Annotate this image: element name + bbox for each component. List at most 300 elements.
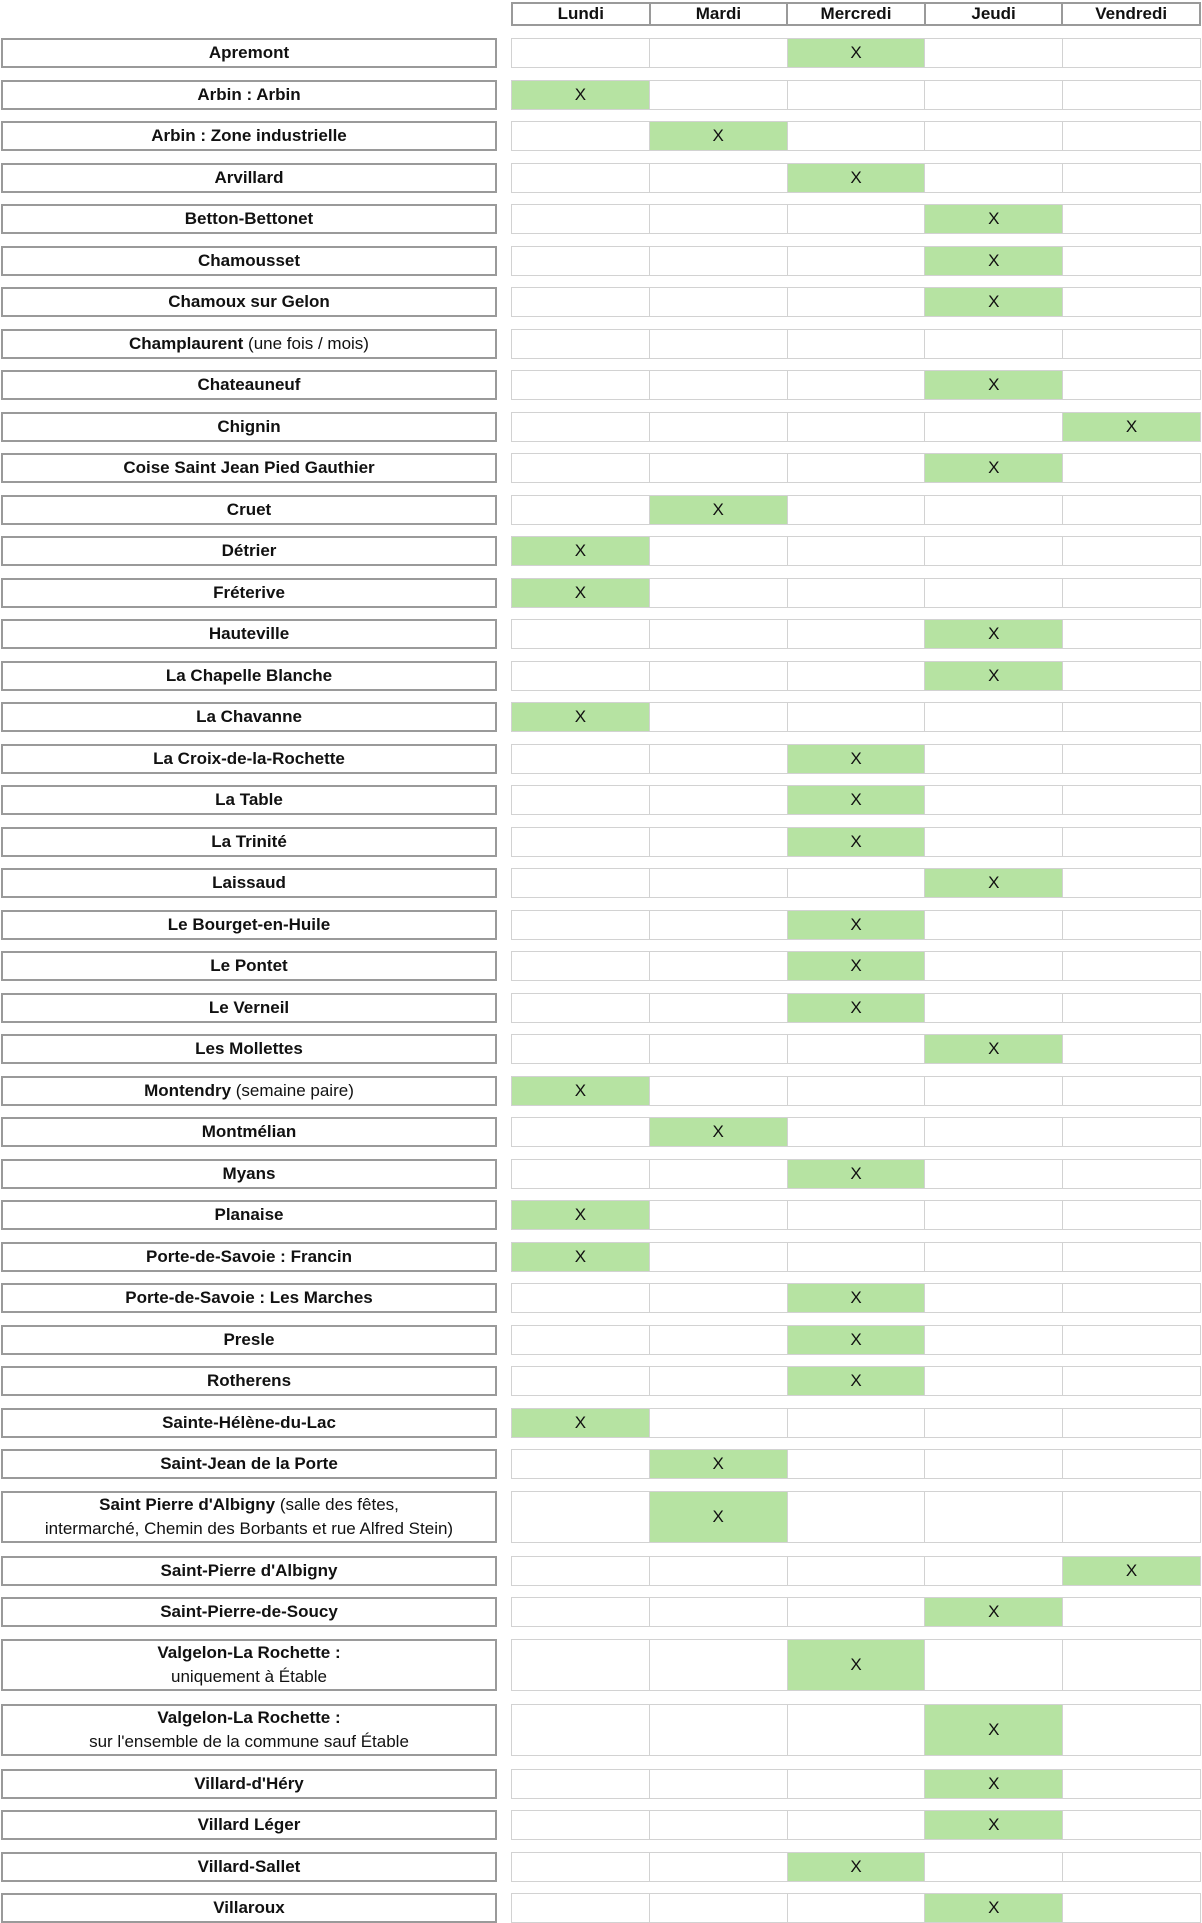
- day-cell-vendredi: [1062, 1450, 1200, 1478]
- day-cell-mardi: [649, 703, 787, 731]
- day-cell-vendredi: [1062, 620, 1200, 648]
- table-row: [0, 1034, 1202, 1064]
- commune-name-line: [198, 1813, 301, 1837]
- commune-name-line: [215, 788, 283, 812]
- table-row: [0, 1117, 1202, 1147]
- day-cell-mercredi: [787, 1894, 925, 1922]
- day-cells: [511, 702, 1201, 732]
- day-cells: [511, 951, 1201, 981]
- day-cells: [511, 1034, 1201, 1064]
- day-cell-mardi: X: [649, 496, 787, 524]
- day-cell-jeudi: [924, 122, 1062, 150]
- day-cell-vendredi: [1062, 1894, 1200, 1922]
- day-cell-mercredi: [787, 288, 925, 316]
- day-cell-vendredi: [1062, 247, 1200, 275]
- commune-name: [1, 1159, 497, 1189]
- commune-name: [1, 1893, 497, 1923]
- table-row: [0, 1893, 1202, 1923]
- day-cell-lundi: [512, 1894, 649, 1922]
- commune-note: (salle des fêtes,: [275, 1494, 399, 1514]
- day-cell-lundi: [512, 1118, 649, 1146]
- day-cell-lundi: [512, 786, 649, 814]
- day-cells: [511, 163, 1201, 193]
- day-cell-mardi: [649, 1284, 787, 1312]
- day-header-mardi: Mardi: [649, 4, 787, 24]
- table-row: [0, 121, 1202, 151]
- commune-name: [1, 80, 497, 110]
- commune-name: [1, 495, 497, 525]
- day-header-lundi: Lundi: [557, 4, 604, 23]
- table-row: [0, 1242, 1202, 1272]
- commune-name-line: [129, 332, 369, 356]
- day-cell-jeudi: [924, 164, 1062, 192]
- day-cells: [511, 1556, 1201, 1586]
- commune-label: Apremont: [208, 43, 290, 62]
- commune-name: [1, 412, 497, 442]
- day-cell-jeudi: X: [924, 1035, 1062, 1063]
- table-row: [0, 1704, 1202, 1756]
- commune-name-line: [222, 539, 277, 563]
- day-cell-mardi: X: [649, 1450, 787, 1478]
- day-cell-lundi: [512, 620, 649, 648]
- day-cell-mardi: [649, 205, 787, 233]
- day-cells: [511, 287, 1201, 317]
- day-cell-mardi: [649, 579, 787, 607]
- table-row: [0, 1076, 1202, 1106]
- commune-name-line: [151, 124, 347, 148]
- day-cell-vendredi: [1062, 330, 1200, 358]
- day-cell-mardi: [649, 1077, 787, 1105]
- table-row: [0, 495, 1202, 525]
- day-cell-mardi: [649, 413, 787, 441]
- commune-name-line: [197, 83, 300, 107]
- day-cell-vendredi: [1062, 703, 1200, 731]
- day-cell-mercredi: X: [787, 745, 925, 773]
- day-cell-lundi: X: [512, 1243, 649, 1271]
- day-cell-vendredi: [1062, 1705, 1200, 1755]
- day-cell-mercredi: [787, 1811, 925, 1839]
- commune-name: [1, 1704, 497, 1756]
- day-cell-mardi: [649, 1811, 787, 1839]
- day-cell-jeudi: [924, 1450, 1062, 1478]
- day-cell-vendredi: [1062, 1640, 1200, 1690]
- commune-name: [1, 1852, 497, 1882]
- day-cell-mercredi: X: [787, 1853, 925, 1881]
- commune-label: Saint-Pierre-de-Soucy: [160, 1602, 338, 1621]
- day-cell-vendredi: [1062, 1077, 1200, 1105]
- day-cell-vendredi: [1062, 1118, 1200, 1146]
- commune-note: (une fois / mois): [243, 333, 369, 353]
- day-cell-lundi: [512, 828, 649, 856]
- day-cell-mardi: [649, 952, 787, 980]
- table-row: [0, 1283, 1202, 1313]
- day-cell-mardi: [649, 247, 787, 275]
- day-cells: [511, 868, 1201, 898]
- commune-name-line: [198, 373, 301, 397]
- table-row: [0, 204, 1202, 234]
- commune-name: [1, 370, 497, 400]
- day-cell-jeudi: X: [924, 662, 1062, 690]
- day-cell-mercredi: [787, 869, 925, 897]
- commune-name: [1, 1491, 497, 1543]
- day-cell-jeudi: [924, 579, 1062, 607]
- commune-name: [1, 287, 497, 317]
- table-row: [0, 1159, 1202, 1189]
- day-cell-mercredi: [787, 1201, 925, 1229]
- commune-name-line: [213, 581, 285, 605]
- day-cell-jeudi: [924, 1243, 1062, 1271]
- table-row: [0, 578, 1202, 608]
- commune-name: [1, 329, 497, 359]
- day-cells: [511, 910, 1201, 940]
- day-cell-lundi: [512, 1284, 649, 1312]
- day-cell-vendredi: [1062, 1326, 1200, 1354]
- day-cell-mercredi: [787, 1409, 925, 1437]
- day-cell-jeudi: [924, 703, 1062, 731]
- commune-name-line: [212, 871, 286, 895]
- table-row: [0, 702, 1202, 732]
- table-row: [0, 1491, 1202, 1543]
- day-cell-lundi: [512, 247, 649, 275]
- commune-name-line: [146, 1245, 352, 1269]
- day-cell-lundi: [512, 122, 649, 150]
- day-cell-vendredi: [1062, 1201, 1200, 1229]
- day-cell-vendredi: [1062, 1492, 1200, 1542]
- day-cell-jeudi: [924, 1201, 1062, 1229]
- day-cell-mardi: [649, 1035, 787, 1063]
- day-cell-vendredi: [1062, 1598, 1200, 1626]
- commune-name-line: [209, 622, 289, 646]
- commune-name-line: [185, 207, 313, 231]
- day-cell-lundi: [512, 952, 649, 980]
- day-cell-jeudi: [924, 745, 1062, 773]
- day-cell-jeudi: [924, 828, 1062, 856]
- day-cell-mercredi: X: [787, 828, 925, 856]
- commune-label: Le Pontet: [210, 956, 288, 975]
- day-cells: [511, 1366, 1201, 1396]
- table-row: [0, 1325, 1202, 1355]
- table-row: [0, 453, 1202, 483]
- day-cell-mercredi: [787, 413, 925, 441]
- commune-name-line: [161, 1559, 338, 1583]
- commune-label: Betton-Bettonet: [184, 209, 314, 228]
- day-cell-mercredi: [787, 579, 925, 607]
- day-cell-mercredi: X: [787, 1326, 925, 1354]
- day-cell-lundi: [512, 1035, 649, 1063]
- day-cell-vendredi: [1062, 496, 1200, 524]
- commune-label: Chamousset: [197, 250, 301, 270]
- day-cell-vendredi: [1062, 579, 1200, 607]
- day-cell-mardi: [649, 164, 787, 192]
- commune-label: Cruet: [226, 499, 272, 519]
- day-cell-mercredi: X: [787, 1160, 925, 1188]
- commune-name: [1, 993, 497, 1023]
- commune-label: Les Mollettes: [195, 1039, 303, 1058]
- commune-name: [1, 1283, 497, 1313]
- commune-name-line: [162, 1411, 336, 1435]
- day-cell-mercredi: [787, 703, 925, 731]
- day-cells: [511, 370, 1201, 400]
- day-cell-mardi: [649, 1201, 787, 1229]
- day-cell-mardi: [649, 1894, 787, 1922]
- table-row: [0, 1408, 1202, 1438]
- commune-name-line: [207, 1369, 291, 1393]
- commune-name: [1, 1200, 497, 1230]
- day-cell-lundi: X: [512, 1409, 649, 1437]
- commune-label: Laissaud: [212, 873, 286, 892]
- day-cell-jeudi: X: [924, 1598, 1062, 1626]
- day-cells: [511, 1449, 1201, 1479]
- day-cell-lundi: [512, 454, 649, 482]
- day-cells: [511, 204, 1201, 234]
- day-cell-jeudi: X: [924, 205, 1062, 233]
- day-cell-lundi: X: [512, 579, 649, 607]
- commune-name-line: [215, 1203, 284, 1227]
- day-cell-vendredi: [1062, 122, 1200, 150]
- day-cell-mercredi: [787, 1243, 925, 1271]
- day-cell-lundi: [512, 330, 649, 358]
- commune-label: Arbin : Arbin: [197, 84, 301, 104]
- commune-name: [1, 121, 497, 151]
- commune-label: Valgelon-La Rochette :: [157, 1642, 341, 1662]
- table-row: [0, 1852, 1202, 1882]
- day-cell-mercredi: X: [787, 952, 925, 980]
- commune-name-line: [125, 1286, 373, 1310]
- table-row: [0, 1810, 1202, 1840]
- day-cell-mercredi: [787, 620, 925, 648]
- commune-name: [1, 951, 497, 981]
- commune-name: [1, 1639, 497, 1691]
- day-cell-lundi: [512, 1705, 649, 1755]
- day-cell-mardi: [649, 537, 787, 565]
- day-cell-mardi: [649, 1160, 787, 1188]
- day-cells: [511, 329, 1201, 359]
- day-cell-mardi: [649, 620, 787, 648]
- day-cell-jeudi: [924, 1367, 1062, 1395]
- day-cell-jeudi: [924, 952, 1062, 980]
- day-cell-lundi: [512, 1640, 649, 1690]
- commune-name: [1, 1556, 497, 1586]
- day-cell-lundi: [512, 911, 649, 939]
- day-cells: [511, 1200, 1201, 1230]
- day-cell-lundi: [512, 1811, 649, 1839]
- commune-label: Villaroux: [213, 1898, 285, 1917]
- commune-label: Coise Saint Jean Pied Gauthier: [123, 458, 375, 477]
- commune-name-line: [195, 1037, 303, 1061]
- commune-name: [1, 1449, 497, 1479]
- day-cell-mercredi: [787, 122, 925, 150]
- day-cell-mardi: [649, 454, 787, 482]
- table-row: [0, 246, 1202, 276]
- commune-label: Sainte-Hélène-du-Lac: [162, 1412, 336, 1432]
- day-cell-vendredi: [1062, 828, 1200, 856]
- commune-name: [1, 1366, 497, 1396]
- commune-detail: sur l'ensemble de la commune sauf Étable: [89, 1731, 409, 1751]
- commune-name-line: [223, 1328, 274, 1352]
- commune-name-line: [210, 954, 287, 978]
- day-cells: [511, 1325, 1201, 1355]
- day-cell-mercredi: [787, 1557, 925, 1585]
- day-cell-mardi: [649, 371, 787, 399]
- day-cells: [511, 38, 1201, 68]
- commune-label: Montendry: [144, 1080, 232, 1100]
- commune-name: [1, 702, 497, 732]
- day-cell-mardi: [649, 786, 787, 814]
- day-cell-lundi: [512, 1450, 649, 1478]
- day-cell-vendredi: [1062, 1243, 1200, 1271]
- commune-label: Montmélian: [201, 1122, 297, 1141]
- commune-name: [1, 868, 497, 898]
- day-cells: [511, 1117, 1201, 1147]
- table-row: [0, 536, 1202, 566]
- commune-name-line: [196, 705, 302, 729]
- day-cell-mardi: [649, 39, 787, 67]
- table-row: [0, 1769, 1202, 1799]
- day-header-vendredi: Vendredi: [1061, 4, 1199, 24]
- day-cell-jeudi: [924, 39, 1062, 67]
- day-cells: [511, 1852, 1201, 1882]
- day-cell-jeudi: X: [924, 288, 1062, 316]
- day-cell-mardi: [649, 1640, 787, 1690]
- day-cell-lundi: [512, 496, 649, 524]
- commune-label: Planaise: [214, 1205, 284, 1224]
- day-cell-jeudi: [924, 1326, 1062, 1354]
- commune-name: [1, 204, 497, 234]
- day-cell-jeudi: [924, 330, 1062, 358]
- day-cell-jeudi: X: [924, 1770, 1062, 1798]
- day-cells: [511, 246, 1201, 276]
- commune-name: [1, 1769, 497, 1799]
- commune-label: Le Bourget-en-Huile: [167, 914, 331, 934]
- day-cell-vendredi: [1062, 1811, 1200, 1839]
- day-cells: [511, 80, 1201, 110]
- day-cell-vendredi: [1062, 786, 1200, 814]
- table-row: [0, 993, 1202, 1023]
- commune-name-line: [213, 1896, 285, 1920]
- commune-name-line: [144, 1079, 354, 1103]
- commune-label: La Table: [215, 790, 283, 809]
- day-header-jeudi: Jeudi: [924, 4, 1062, 24]
- table-row: [0, 951, 1202, 981]
- day-cell-lundi: [512, 205, 649, 233]
- commune-name: [1, 1076, 497, 1106]
- commune-name-line: [202, 1120, 296, 1144]
- table-row: [0, 38, 1202, 68]
- day-cell-lundi: [512, 745, 649, 773]
- day-cell-mercredi: [787, 454, 925, 482]
- day-cell-mardi: [649, 994, 787, 1022]
- commune-label: Villard-Sallet: [197, 1856, 301, 1876]
- day-cell-vendredi: [1062, 869, 1200, 897]
- day-cell-vendredi: [1062, 1160, 1200, 1188]
- day-cell-lundi: X: [512, 537, 649, 565]
- day-cell-vendredi: [1062, 1409, 1200, 1437]
- table-row: [0, 329, 1202, 359]
- commune-label: Fréterive: [213, 582, 285, 602]
- day-cell-mardi: [649, 1853, 787, 1881]
- day-cell-vendredi: [1062, 1284, 1200, 1312]
- table-row: [0, 1200, 1202, 1230]
- commune-name-line: [209, 41, 289, 65]
- day-cell-vendredi: [1062, 1853, 1200, 1881]
- day-cell-mercredi: [787, 1077, 925, 1105]
- day-cell-lundi: X: [512, 703, 649, 731]
- day-cell-mardi: X: [649, 122, 787, 150]
- commune-name: [1, 246, 497, 276]
- day-cells: [511, 744, 1201, 774]
- table-row: [0, 910, 1202, 940]
- day-cell-lundi: [512, 1770, 649, 1798]
- day-cell-mercredi: X: [787, 911, 925, 939]
- commune-name: [1, 1408, 497, 1438]
- commune-label: Arbin : Zone industrielle: [151, 126, 347, 145]
- day-cells: [511, 121, 1201, 151]
- commune-name: [1, 619, 497, 649]
- day-cell-mercredi: [787, 330, 925, 358]
- commune-name: [1, 827, 497, 857]
- day-cell-mercredi: [787, 1598, 925, 1626]
- day-cell-lundi: [512, 1326, 649, 1354]
- day-cell-mercredi: [787, 247, 925, 275]
- commune-name: [1, 1117, 497, 1147]
- commune-name: [1, 163, 497, 193]
- day-cell-mercredi: [787, 1770, 925, 1798]
- day-cell-mardi: [649, 1770, 787, 1798]
- day-cell-lundi: [512, 662, 649, 690]
- day-cell-mardi: [649, 1409, 787, 1437]
- table-row: [0, 868, 1202, 898]
- day-cell-jeudi: [924, 786, 1062, 814]
- commune-label: Le Verneil: [208, 997, 290, 1017]
- day-cell-jeudi: [924, 496, 1062, 524]
- commune-name-line: [160, 1600, 338, 1624]
- day-cell-jeudi: [924, 1409, 1062, 1437]
- day-cell-mercredi: [787, 1035, 925, 1063]
- day-cell-lundi: X: [512, 81, 649, 109]
- day-cell-mercredi: [787, 1118, 925, 1146]
- commune-label: Porte-de-Savoie : Les Marches: [125, 1288, 373, 1307]
- commune-name-line: [198, 249, 300, 273]
- day-cells: [511, 1893, 1201, 1923]
- day-cell-jeudi: [924, 1492, 1062, 1542]
- day-cell-mercredi: X: [787, 1640, 925, 1690]
- day-cell-mercredi: [787, 496, 925, 524]
- commune-name: [1, 661, 497, 691]
- day-cell-mercredi: X: [787, 39, 925, 67]
- day-cell-mercredi: X: [787, 1367, 925, 1395]
- day-cell-mardi: X: [649, 1118, 787, 1146]
- day-cell-mercredi: X: [787, 1284, 925, 1312]
- commune-name: [1, 1034, 497, 1064]
- day-cell-jeudi: [924, 1557, 1062, 1585]
- commune-detail: uniquement à Étable: [171, 1666, 327, 1686]
- day-cell-jeudi: X: [924, 1811, 1062, 1839]
- table-row: [0, 1366, 1202, 1396]
- day-cell-lundi: [512, 1492, 649, 1542]
- day-cells: [511, 412, 1201, 442]
- day-cell-mardi: [649, 330, 787, 358]
- commune-label: Chamoux sur Gelon: [168, 292, 330, 311]
- commune-name: [1, 1242, 497, 1272]
- commune-label: Détrier: [221, 541, 277, 560]
- day-cell-mardi: [649, 1557, 787, 1585]
- commune-label: La Chapelle Blanche: [165, 665, 333, 685]
- day-cell-mardi: [649, 828, 787, 856]
- commune-label: La Chavanne: [196, 707, 302, 726]
- day-cell-vendredi: [1062, 911, 1200, 939]
- commune-label: La Trinité: [211, 831, 287, 851]
- day-cell-vendredi: [1062, 1035, 1200, 1063]
